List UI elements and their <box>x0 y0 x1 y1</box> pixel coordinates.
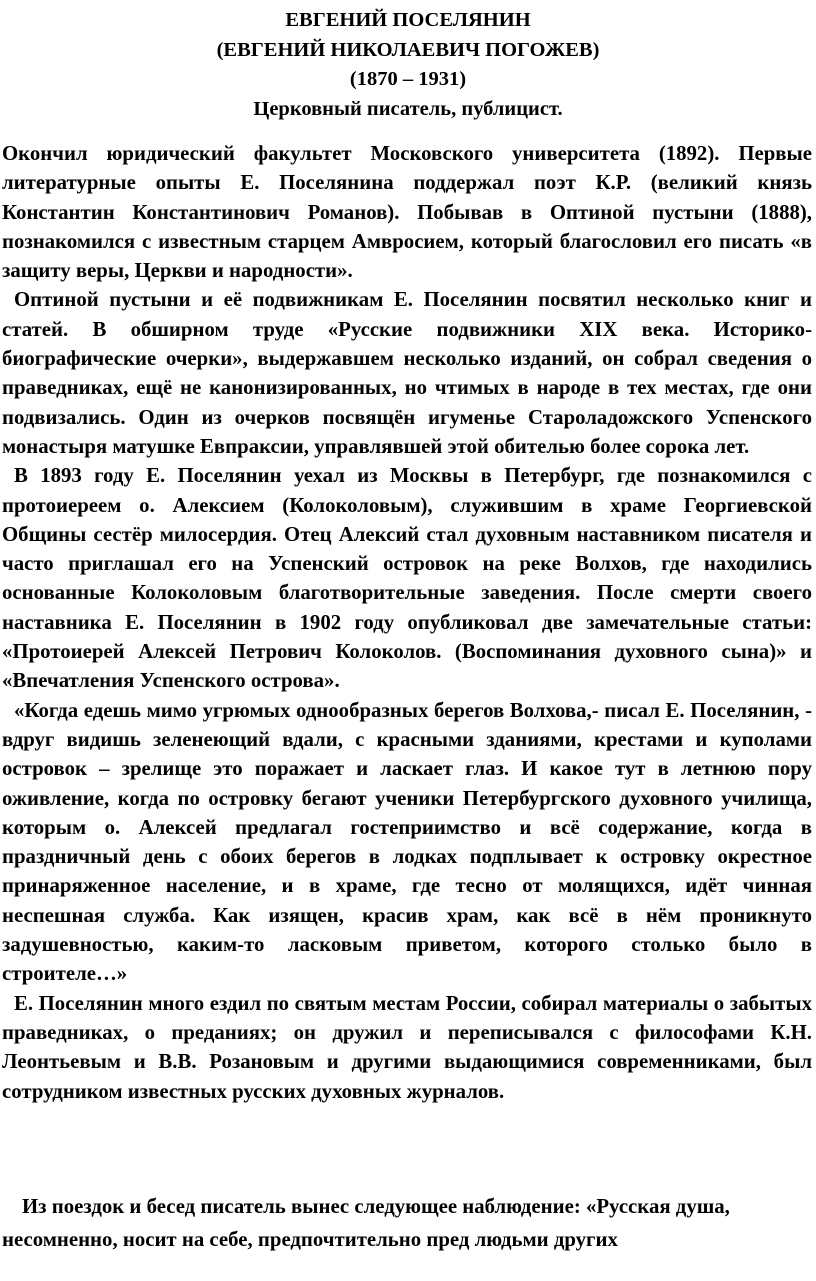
paragraph-petersburg: В 1893 году Е. Поселянин уехал из Москвы в Петербург, где познакомился с протоиереем о. Алексием (Колоколовым), служившим в храме Георгиевской Общины сестёр милосердия. Отец Алексий стал духовным наставником писателя и часто приглашал его на Успенский островок на реке Волхов, где находились основанные Колоколовым благотворительные заведения. После смерти своего наставника Е. Поселянин в 1902 году опубликовал две замечательные статьи: «Протоиерей Алексей Петрович Колоколов. (Воспоминания духовного сына)» и «Впечатления Успенского острова». <box>2 464 812 693</box>
tail-line-2: душа, несомненно, носит на себе, предпочтительно пред людьми других <box>2 1195 730 1251</box>
document-tail <box>2 1190 802 1256</box>
paragraph-quote-volkhov: «Когда едешь мимо угрюмых однообразных берегов Волхова,- писал Е. Поселянин, - вдруг видишь зеленеющий вдали, с красными зданиями, крестами и куполами островок – зрелище это поражает и ласкает глаз. И какое тут в летнюю пору оживление, когда по островку бегают ученики Петербургского духовного училища, которым о. Алексей предлагал гостеприимство и всё содержание, когда в праздничный день с обоих берегов в лодках подплывает к островку окрестное принаряженное население, и в храме, где тесно от молящихся, идёт чинная неспешная служба. Как изящен, красив храм, как всё в нём проникнуто задушевностью, каким-то ласковым приветом, которого столько было в строителе…» <box>2 698 812 986</box>
paragraph-education: Окончил юридический факультет Московского университета (1892). Первые литературные опыты Е. Поселянина поддержал поэт К.Р. (великий князь Константин Константинович Романов). Побывав в Оптиной пустыни (1888), познакомился с известным старцем Амвросием, который благословил его писать «в защиту веры, Церкви и народности». <box>2 142 812 283</box>
author-role: Церковный писатель, публицист. <box>253 97 563 120</box>
paragraph-optina: Оптиной пустыни и её подвижникам Е. Поселянин посвятил несколько книг и статей. В обширном труде «Русские подвижники XIX века. Историко-биографические очерки», выдержавшем несколько изданий, он собрал сведения о праведниках, ещё не канонизированных, но чтимых в народе в тех местах, где они подвизались. Один из очерков посвящён игуменье Староладожского Успенского монастыря матушке Евпраксии, управлявшей этой обителью более сорока лет. <box>2 288 812 458</box>
author-full-name: (ЕВГЕНИЙ НИКОЛАЕВИЧ ПОГОЖЕВ) <box>216 38 600 61</box>
document-header <box>0 6 816 124</box>
tail-line-1: Из поездок и бесед писатель вынес следующее наблюдение: «Русская <box>22 1195 671 1218</box>
paragraph-travels: Е. Поселянин много ездил по святым местам России, собирал материалы о забытых праведниках, о преданиях; он дружил и переписывался с философами К.Н. Леонтьевым и В.В. Розановым и другими выдающимися современниками, был сотрудником известных русских духовных журналов. <box>2 991 812 1103</box>
author-name: ЕВГЕНИЙ ПОСЕЛЯНИН <box>285 9 531 31</box>
document-body <box>2 139 812 1106</box>
author-years: (1870 – 1931) <box>349 68 467 90</box>
tail-paragraph <box>2 1190 802 1256</box>
